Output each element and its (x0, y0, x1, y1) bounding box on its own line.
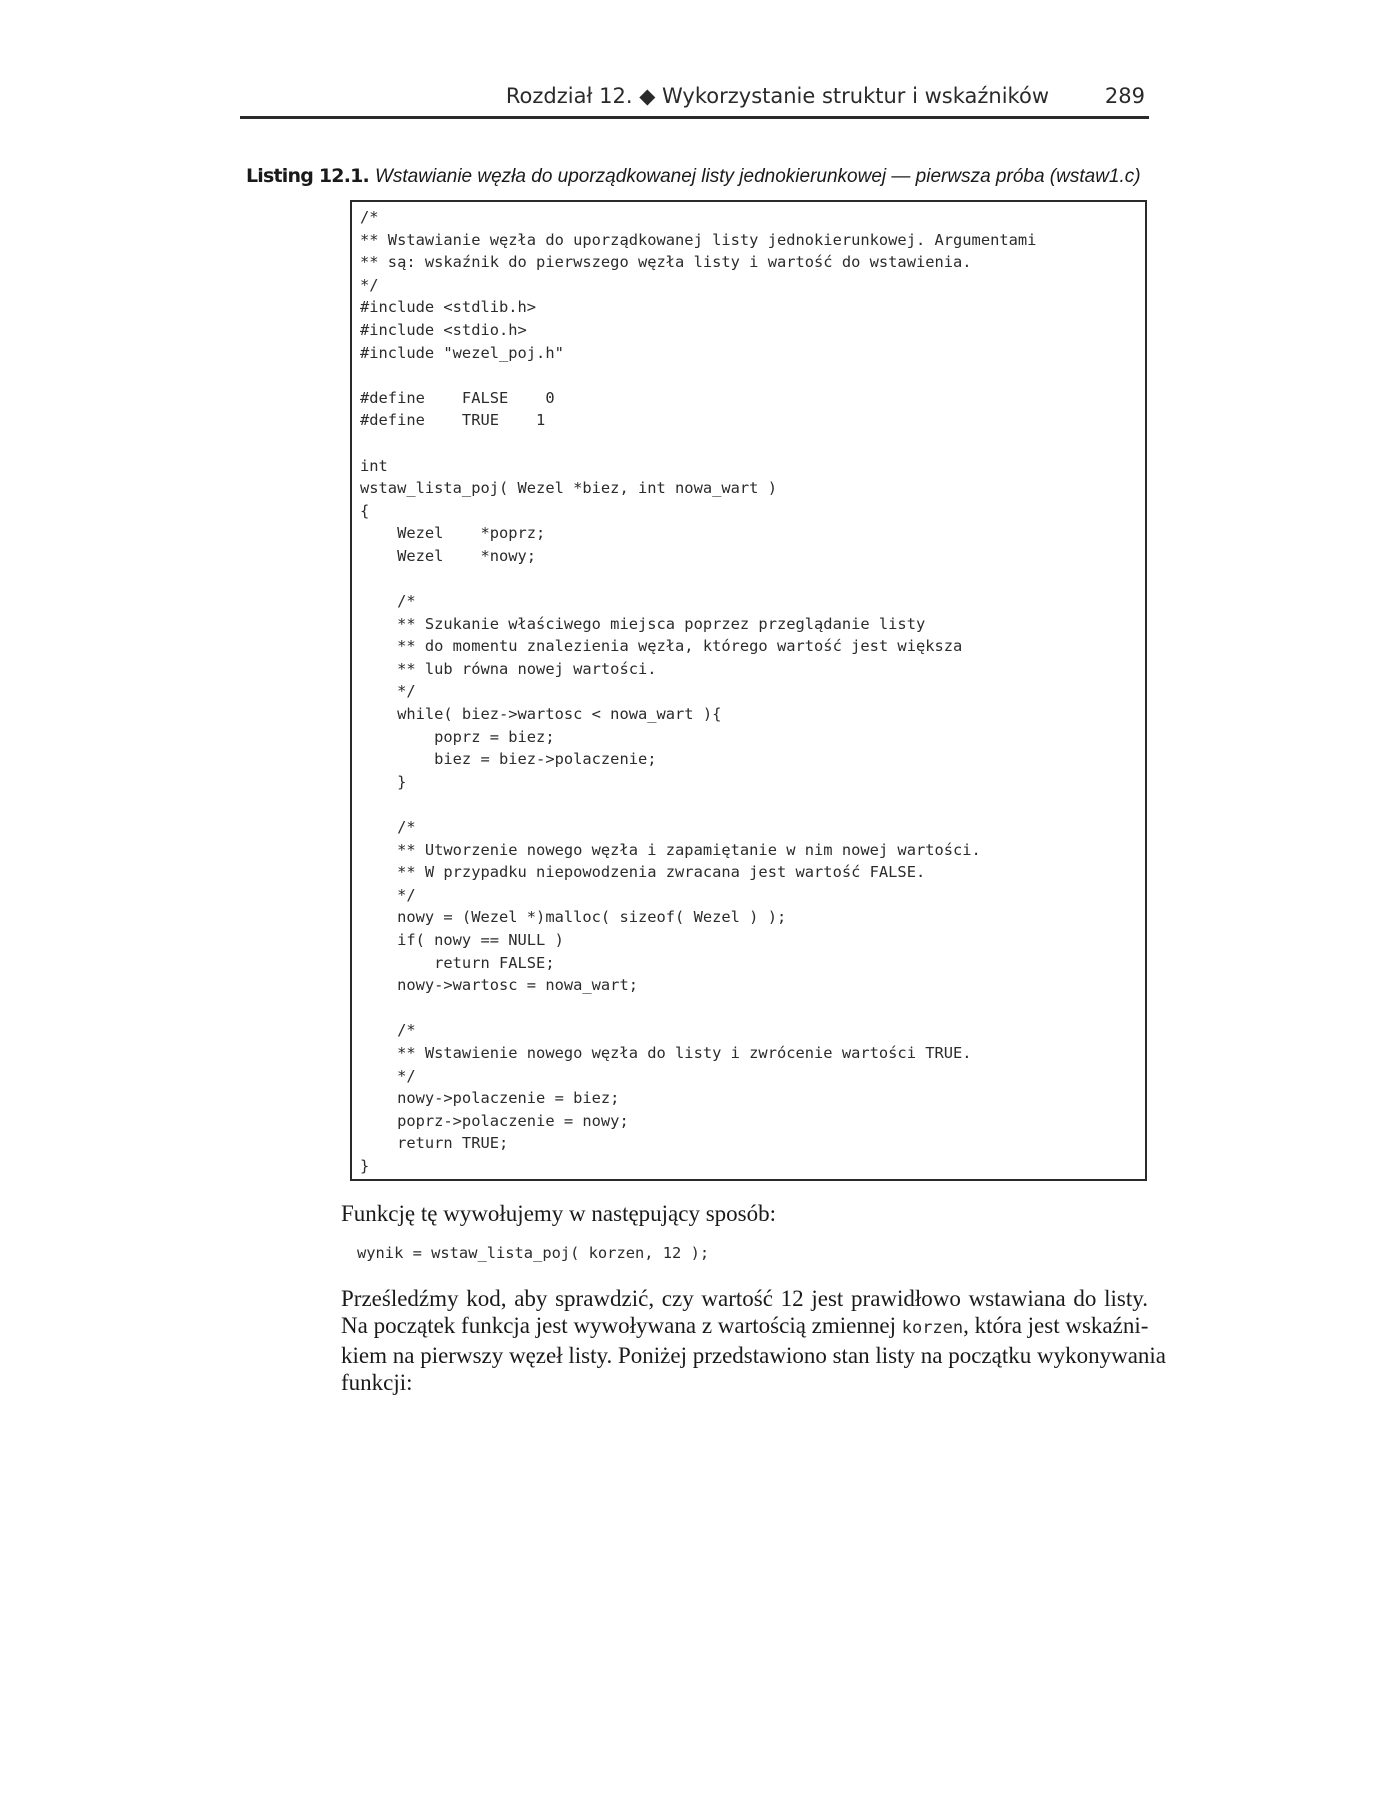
listing-caption-text: Wstawianie węzła do uporządkowanej listy jednokierunkowej — pierwsza próba (wstaw1.c) (374, 166, 1141, 187)
code-listing-box (350, 200, 1147, 1181)
running-title: Rozdział 12. ◆ Wykorzystanie struktur i wskaźników (505, 84, 1049, 108)
paragraph-line: funkcji: (341, 1370, 413, 1395)
listing-label: Listing 12.1. (246, 165, 369, 187)
paragraph-text: Na początek funkcja jest wywoływana z wartością zmiennej (341, 1313, 902, 1338)
code-listing: /* ** Wstawianie węzła do uporządkowanej listy jednokierunkowej. Argumentami ** są: wskaźnik do pierwszego węzła listy i wartość do wstawienia. */ #include <stdlib.h> #include <stdio.h> #include "wezel_poj.h" #define FALSE 0 #define TRUE 1 int wstaw_lista_poj( Wezel *biez, int nowa_wart ) { Wezel *poprz; Wezel *nowy; /* ** Szukanie właściwego miejsca poprzez przeglądanie listy ** do momentu znalezienia węzła, którego wartość jest większa ** lub równa nowej wartości. */ while( biez->wartosc < nowa_wart ){ poprz = biez; biez = biez->polaczenie; } /* ** Utworzenie nowego węzła i zapamiętanie w nim nowej wartości. ** W przypadku niepowodzenia zwracana jest wartość FALSE. */ nowy = (Wezel *)malloc( sizeof( Wezel ) ); if( nowy == NULL ) return FALSE; nowy->wartosc = nowa_wart; /* ** Wstawienie nowego węzła do listy i zwrócenie wartości TRUE. */ nowy->polaczenie = biez; poprz->polaczenie = nowy; return TRUE; } (360, 208, 1037, 1175)
paragraph-line: Prześledźmy kod, aby sprawdzić, czy wartość 12 jest prawidłowo wstawiana do listy. (341, 1286, 1148, 1311)
inline-code: korzen (901, 1318, 964, 1338)
paragraph-line (341, 1312, 1148, 1342)
paragraph-text: , która jest wskaźni- (963, 1313, 1149, 1338)
page-number: 289 (1104, 84, 1145, 108)
paragraph-line: kiem na pierwszy węzeł listy. Poniżej przedstawiono stan listy na początku wykonywania (341, 1343, 1167, 1368)
call-example-code: wynik = wstaw_lista_poj( korzen, 12 ); (357, 1244, 710, 1262)
intro-paragraph: Funkcję tę wywołujemy w następujący sposób: (341, 1201, 777, 1226)
body-paragraph (341, 1285, 1167, 1396)
page-header (240, 78, 1149, 119)
listing-caption (246, 165, 1141, 188)
